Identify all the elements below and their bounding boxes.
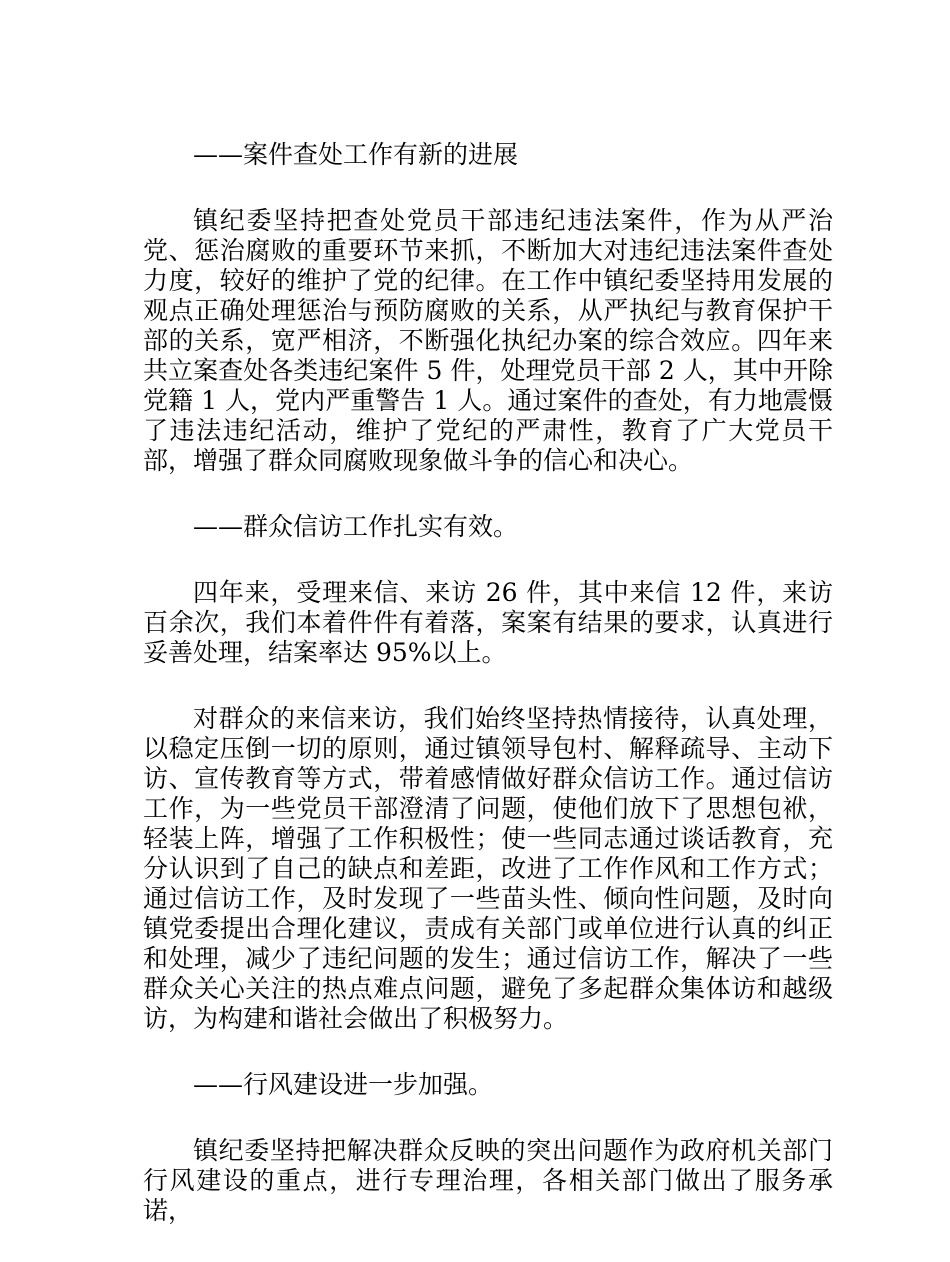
section-heading-case-handling: ——案件查处工作有新的进展 xyxy=(193,140,519,169)
paragraph-case-handling: 镇纪委坚持把查处党员干部违纪违法案件，作为从严治党、惩治腐败的重要环节来抓，不断加大对违纪违法案件查处力度，较好的维护了党的纪律。在工作中镇纪委坚持用发展的观点正确处理惩治与预防腐败的关系，从严执纪与教育保护干部的关系，宽严相济，不断强化执纪办案的综合效应。四年来共立案查处各类违纪案件 5 件，处理党员干部 2 人，其中开除党籍 1 人，党内严重警告 1 人。通过案件的查处，有力地震慑了违法违纪活动，维护了党纪的严肃性，教育了广大党员干部，增强了群众同腐败现象做斗争的信心和决心。 xyxy=(143,206,833,475)
paragraph-conduct: 镇纪委坚持把解决群众反映的突出问题作为政府机关部门行风建设的重点，进行专理治理，各相关部门做出了服务承诺， xyxy=(143,1136,833,1225)
document-body xyxy=(143,140,833,1262)
section-heading-petitions: ——群众信访工作扎实有效。 xyxy=(193,512,519,541)
paragraph-petition-stats: 四年来，受理来信、来访 26 件，其中来信 12 件，来访百余次，我们本着件件有着落，案案有结果的要求，认真进行妥善处理，结案率达 95%以上。 xyxy=(143,578,833,667)
section-heading-conduct: ——行风建设进一步加强。 xyxy=(193,1070,494,1099)
paragraph-petition-handling: 对群众的来信来访，我们始终坚持热情接待，认真处理，以稳定压倒一切的原则，通过镇领导包村、解释疏导、主动下访、宣传教育等方式，带着感情做好群众信访工作。通过信访工作，为一些党员干部澄清了问题，使他们放下了思想包袱，轻装上阵，增强了工作积极性；使一些同志通过谈话教育，充分认识到了自己的缺点和差距，改进了工作作风和工作方式；通过信访工作，及时发现了一些苗头性、倾向性问题，及时向镇党委提出合理化建议，责成有关部门或单位进行认真的纠正和处理，减少了违纪问题的发生；通过信访工作，解决了一些群众关心关注的热点难点问题，避免了多起群众集体访和越级访，为构建和谐社会做出了积极努力。 xyxy=(143,704,833,1033)
